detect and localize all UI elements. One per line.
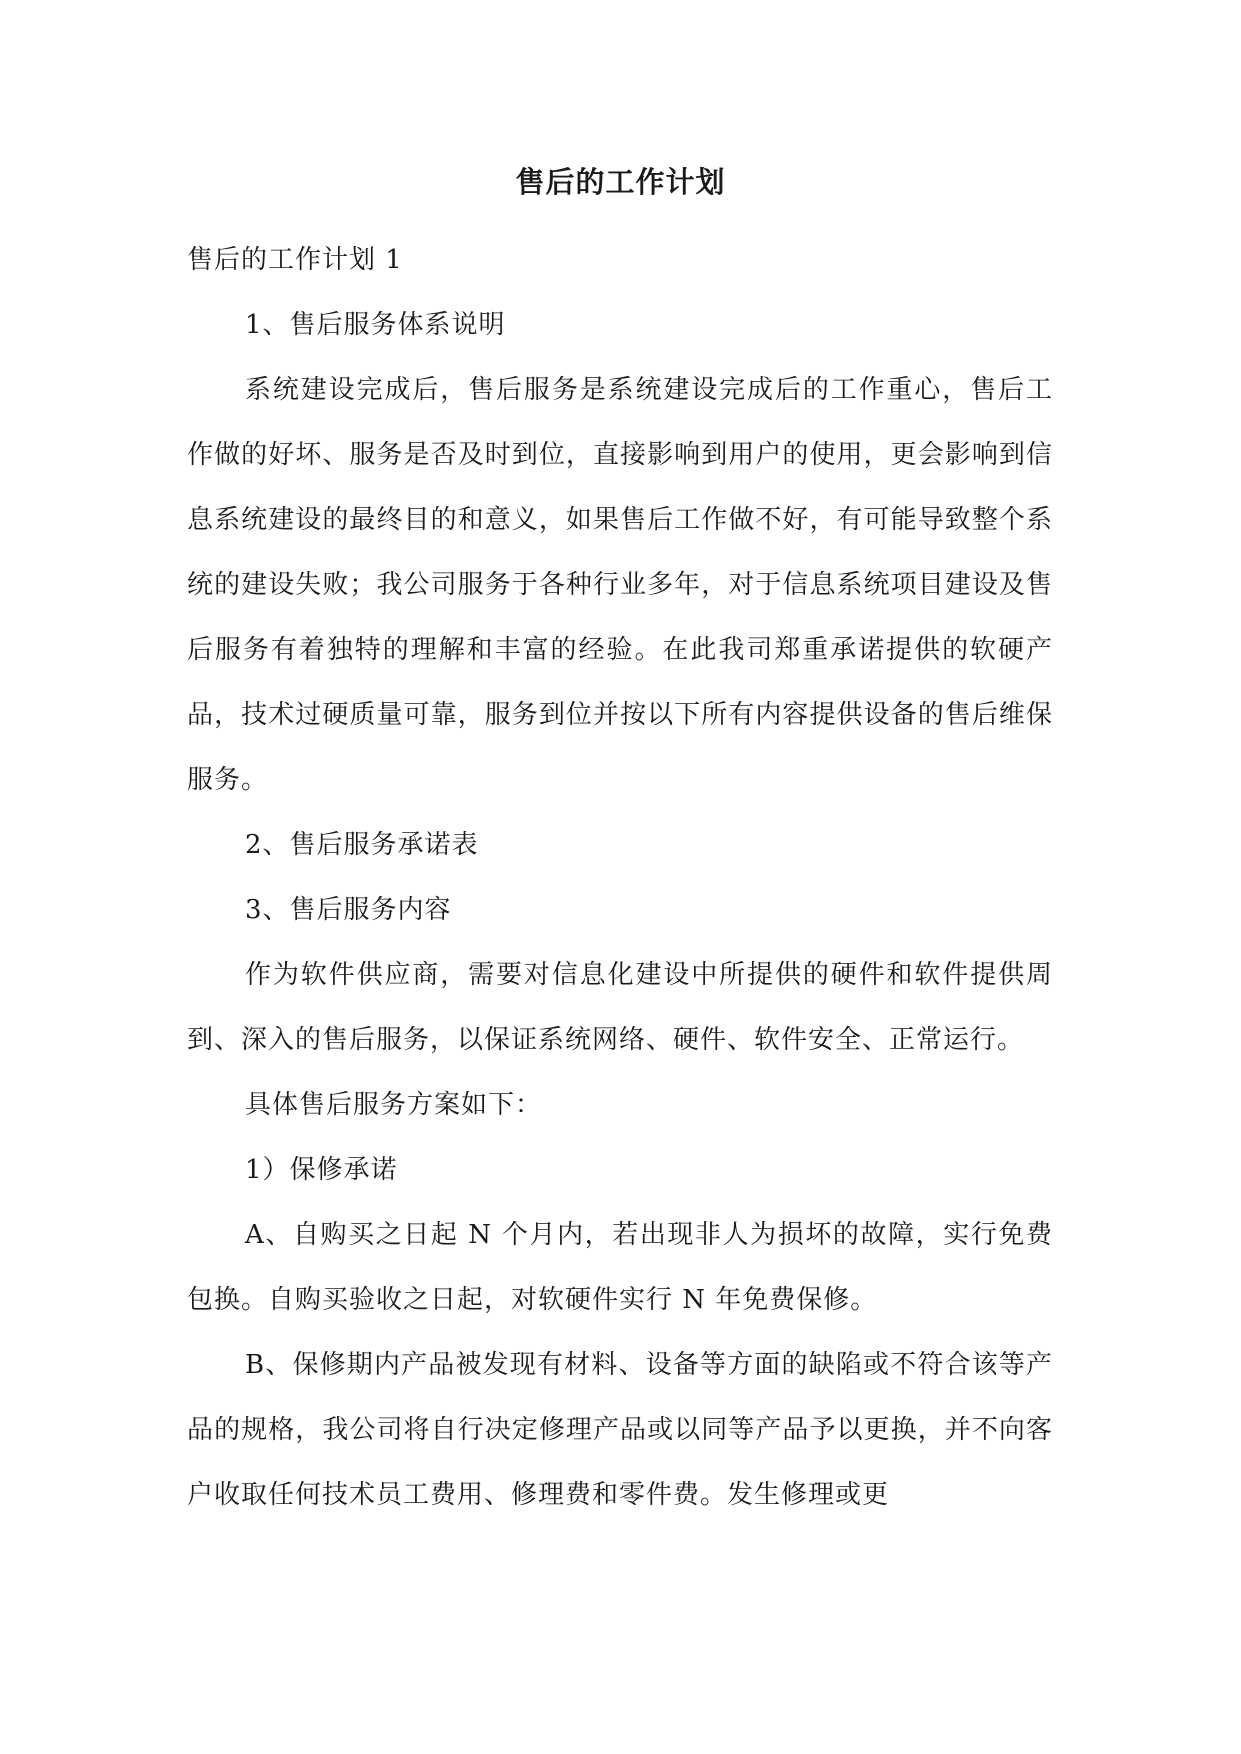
subsection-heading: 2、售后服务承诺表: [245, 830, 479, 860]
body-paragraph: A、自购买之日起 N 个月内，若出现非人为损坏的故障，实行免费包换。自购买验收之日起，对软硬件实行 N 年免费保修。: [187, 1220, 1053, 1315]
body-paragraph: 作为软件供应商，需要对信息化建设中所提供的硬件和软件提供周到、深入的售后服务，以保证系统网络、硬件、软件安全、正常运行。: [187, 960, 1053, 1055]
document-title: 售后的工作计划: [515, 165, 726, 199]
document-body: [187, 228, 1053, 1528]
body-paragraph: 系统建设完成后，售后服务是系统建设完成后的工作重心，售后工作做的好坏、服务是否及时到位，直接影响到用户的使用，更会影响到信息系统建设的最终目的和意义，如果售后工作做不好，有可能导致整个系统的建设失败；我公司服务于各种行业多年，对于信息系统项目建设及售后服务有着独特的理解和丰富的经验。在此我司郑重承诺提供的软硬产品，技术过硬质量可靠，服务到位并按以下所有内容提供设备的售后维保服务。: [187, 375, 1053, 795]
body-paragraph: 具体售后服务方案如下：: [245, 1090, 543, 1120]
subsection-heading: 3、售后服务内容: [245, 895, 452, 925]
section-heading: 售后的工作计划 1: [187, 245, 403, 275]
subsection-heading: 1）保修承诺: [245, 1155, 398, 1185]
body-paragraph: B、保修期内产品被发现有材料、设备等方面的缺陷或不符合该等产品的规格，我公司将自行决定修理产品或以同等产品予以更换，并不向客户收取任何技术员工费用、修理费和零件费。发生修理或更: [187, 1350, 1053, 1510]
subsection-heading: 1、售后服务体系说明: [245, 310, 506, 340]
